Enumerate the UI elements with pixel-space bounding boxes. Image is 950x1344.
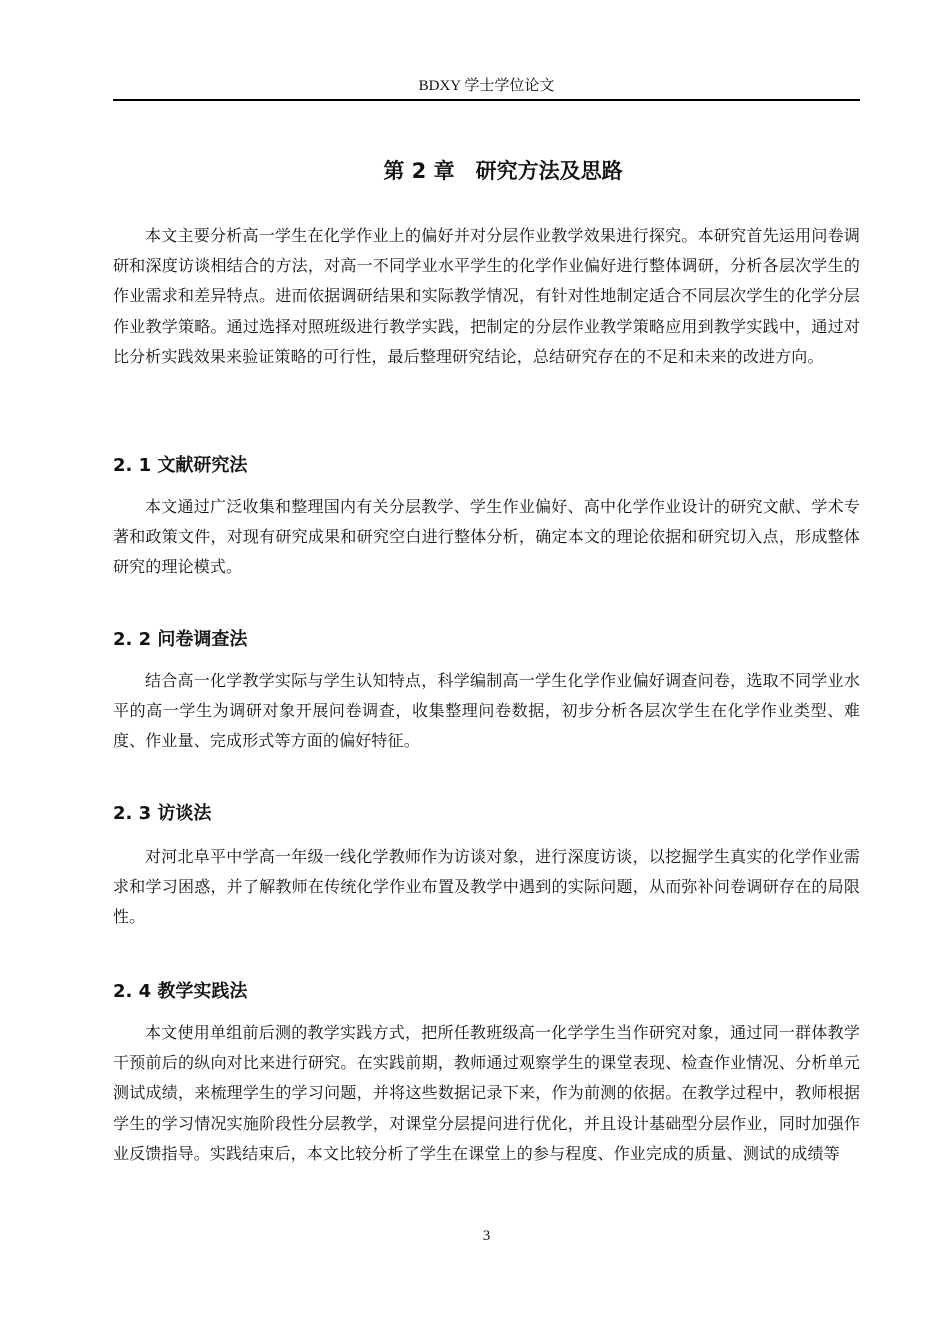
section-heading-2-1: 2. 1 文献研究法 [113, 455, 248, 476]
section-heading-2-2: 2. 2 问卷调查法 [113, 629, 248, 650]
header-rule [113, 99, 860, 101]
chapter-intro-paragraph: 本文主要分析高一学生在化学作业上的偏好并对分层作业教学效果进行探究。本研究首先运用问卷调研和深度访谈相结合的方法，对高一不同学业水平学生的化学作业偏好进行整体调研，分析各层次学生的作业需求和差异特点。进而依据调研结果和实际教学情况，有针对性地制定适合不同层次学生的化学分层作业教学策略。通过选择对照班级进行教学实践，把制定的分层作业教学策略应用到教学实践中，通过对比分析实践效果来验证策略的可行性，最后整理研究结论，总结研究存在的不足和未来的改进方向。 [113, 226, 860, 366]
section-body-2-2: 结合高一化学教学实际与学生认知特点，科学编制高一学生化学作业偏好调查问卷，选取不同学业水平的高一学生为调研对象开展问卷调查，收集整理问卷数据，初步分析各层次学生在化学作业类型、难度、作业量、完成形式等方面的偏好特征。 [113, 671, 860, 751]
page-number: 3 [482, 1228, 491, 1244]
section-body-2-4: 本文使用单组前后测的教学实践方式，把所任教班级高一化学学生当作研究对象，通过同一群体教学干预前后的纵向对比来进行研究。在实践前期，教师通过观察学生的课堂表现、检查作业情况、分析单元测试成绩，来梳理学生的学习问题，并将这些数据记录下来，作为前测的依据。在教学过程中，教师根据学生的学习情况实施阶段性分层教学，对课堂分层提问进行优化，并且设计基础型分层作业，同时加强作业反馈指导。实践结束后，本文比较分析了学生在课堂上的参与程度、作业完成的质量、测试的成绩等 [113, 1023, 860, 1163]
section-heading-2-3: 2. 3 访谈法 [113, 803, 212, 824]
section-body-2-1: 本文通过广泛收集和整理国内有关分层教学、学生作业偏好、高中化学作业设计的研究文献、学术专著和政策文件，对现有研究成果和研究空白进行整体分析，确定本文的理论依据和研究切入点，形成整体研究的理论模式。 [113, 497, 860, 577]
chapter-title: 第 2 章 研究方法及思路 [383, 159, 623, 183]
section-heading-2-4: 2. 4 教学实践法 [113, 981, 248, 1002]
running-header: BDXY 学士学位论文 [418, 78, 555, 94]
section-body-2-3: 对河北阜平中学高一年级一线化学教师作为访谈对象，进行深度访谈，以挖掘学生真实的化学作业需求和学习困惑，并了解教师在传统化学作业布置及教学中遇到的实际问题，从而弥补问卷调研存在的局限性。 [113, 847, 860, 927]
